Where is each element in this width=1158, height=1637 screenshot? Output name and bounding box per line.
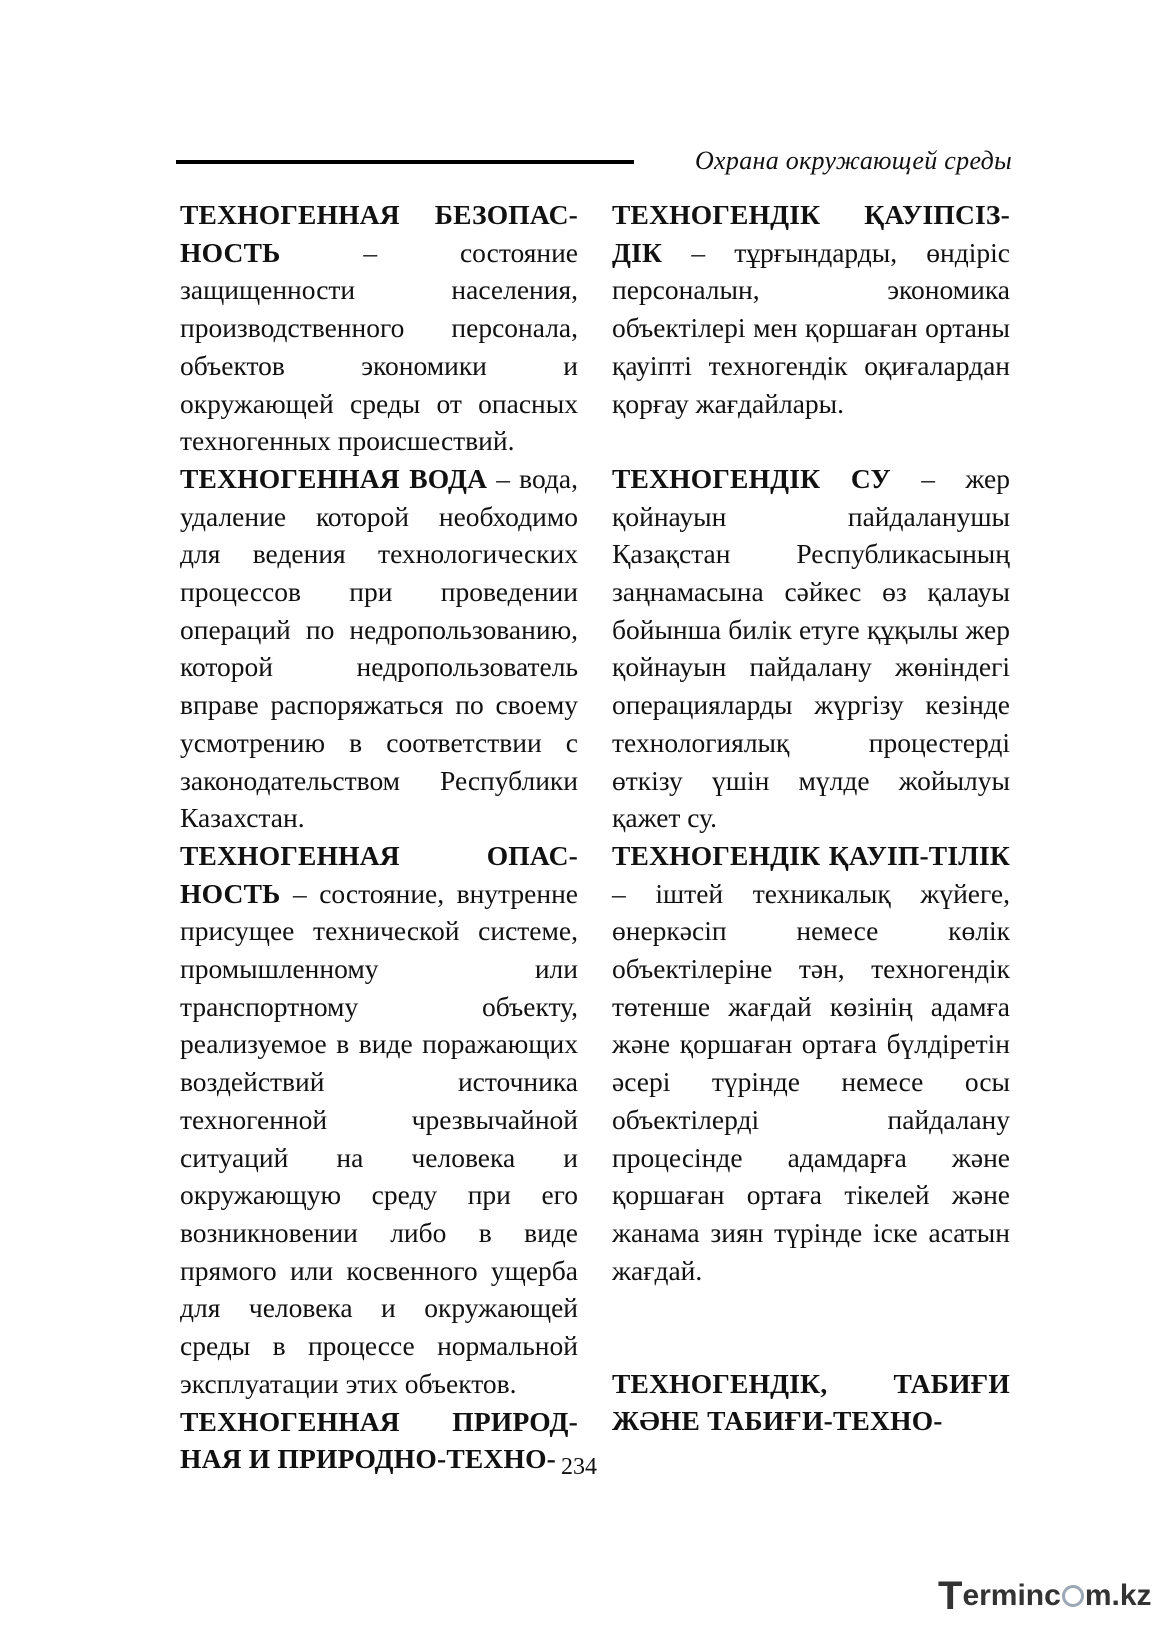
entry-term: ТЕХНОГЕННАЯ ВОДА [180,462,488,494]
logo-ring-icon [1062,1585,1084,1607]
glossary-entry [180,460,578,837]
glossary-entry [612,196,1010,422]
entry-definition: – тұрғындарды, өндіріс персоналын, экономика объектілері мен қоршаған ортаны қауіпті техногендік оқиғалардан қорғау жағдайлары. [612,236,1010,419]
entry-definition: – іштей техникалық жүйеге, өнеркәсіп немесе көлік объектілеріне тән, техногендік төтенше жағдай көзінің адамға және қоршаған ортаға бүлдіретін әсері түрінде немесе осы объектілерді пайдалану процесінде адамдарға және қоршаған ортаға тікелей және жанама зиян түрінде іске асатын жағдай. [612,877,1010,1286]
entry-definition: – состояние защищенности населения, производственного персонала, объектов экономики и окружающей среды от опасных техногенных происшествий. [180,236,578,457]
running-header: Охрана окружающей среды [694,146,1012,175]
entry-term: ТЕХНОГЕННАЯ БЕЗОПАС-НОСТЬ [180,199,578,268]
left-column-russian [180,196,578,1478]
right-column-kazakh [612,196,1010,1440]
entry-definition: – вода, удаление которой необходимо для ведения технологических процессов при проведении операций по недропользованию, которой недропользователь вправе распоряжаться по своему усмотрению в соответствии с законодательством Республики Казахстан. [180,462,579,834]
logo-letter-t: T [938,1574,963,1618]
glossary-entry [180,837,578,1403]
glossary-entry [180,196,578,460]
entry-term: ТЕХНОГЕНДІК, ТАБИҒИ ЖӘНЕ ТАБИҒИ-ТЕХНО- [612,1367,1010,1437]
glossary-entry [612,837,1010,1289]
entry-definition: – жер қойнауын пайдаланушы Қазақстан Республикасының заңнамасына сәйкес өз қалауы бойынша билік етуге құқылы жер қойнауын пайдалану жөніндегі операцияларды жүргізу кезінде технологиялық процестерді өткізу үшін мүлде жойылуы қажет су. [612,462,1010,834]
page-number: 234 [561,1454,597,1480]
entry-term: ТЕХНОГЕНДІК ҚАУІП-ТІЛІК [612,839,1010,871]
entry-term: ТЕХНОГЕНДІК ҚАУІПСІЗ-ДІК [612,199,1010,268]
glossary-entry [612,460,1010,837]
logo-text-part: erminc [962,1579,1061,1612]
entry-definition: – состояние, внутренне присущее технической системе, промышленному или транспортному объекту, реализуемое в виде поражающих воздействий источника техногенной чрезвычайной ситуаций на человека и окружающую среду при его возникновении либо в виде прямого или косвенного ущерба для человека и окружающей среды в процессе нормальной эксплуатации этих объектов. [180,877,578,1399]
logo-text-part: m.kz [1084,1579,1152,1612]
entry-term: ТЕХНОГЕНДІК СУ [612,462,891,494]
header-rule [176,160,634,164]
glossary-entry [612,1365,1010,1440]
termincom-logo [938,1574,1152,1624]
entry-term: ТЕХНОГЕННАЯ ОПАС-НОСТЬ [180,839,578,909]
entry-term: ТЕХНОГЕННАЯ ПРИРОД-НАЯ И ПРИРОДНО-ТЕХНО- [180,1405,578,1475]
